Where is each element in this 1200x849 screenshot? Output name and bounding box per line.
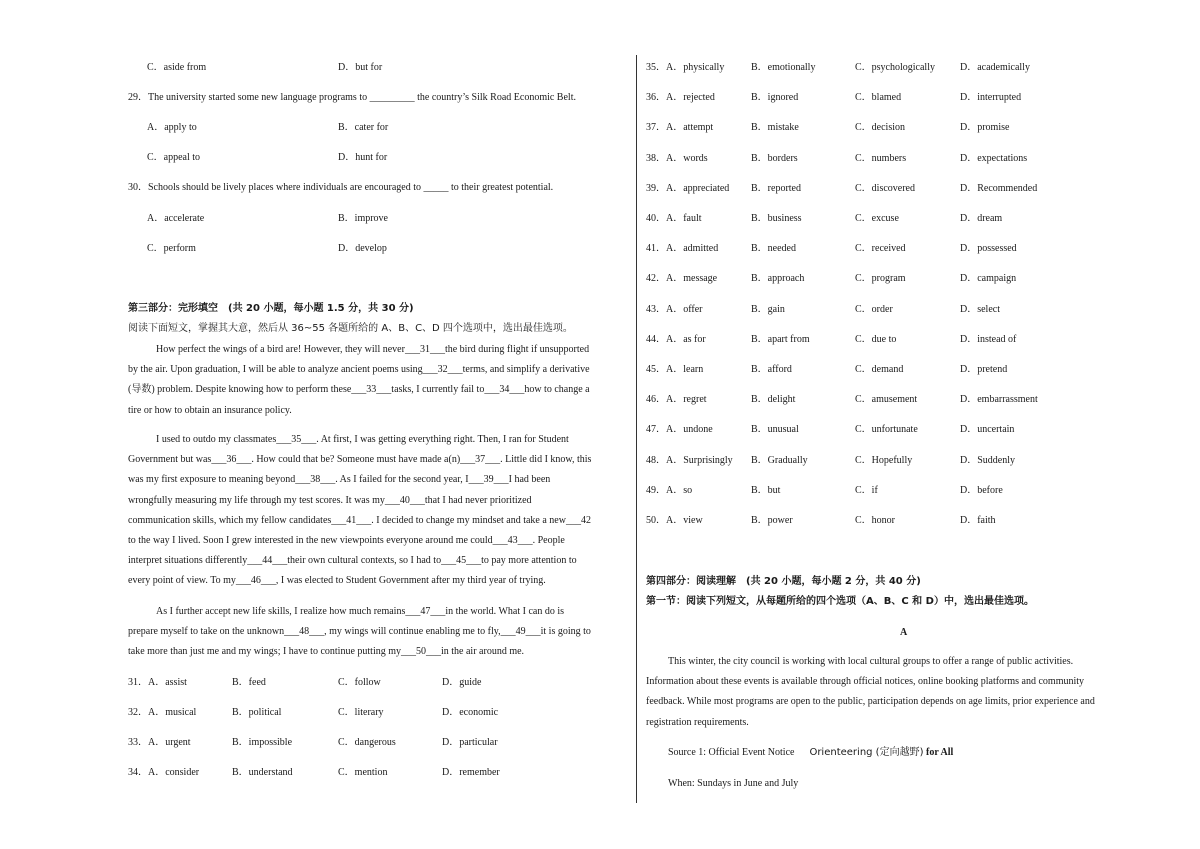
q44-option-b: B．apart from	[751, 334, 810, 345]
q37-option-b: B．mistake	[751, 122, 799, 133]
q34-option-b: B．understand	[232, 767, 293, 778]
q42-option-c: C．program	[855, 273, 906, 284]
source1-title: Orienteering (定向越野)	[809, 747, 924, 758]
q37-option-a: 37．A．attempt	[646, 122, 714, 133]
q30-option-b: B．improve	[338, 213, 388, 224]
para1-line: How perfect the wings of a bird are! However, they will never___31___the bird during flight if unsupported	[156, 344, 590, 355]
q49-option-d: D．before	[960, 485, 1003, 496]
passage-line: Information about these events is available through official notices, online booking platforms and community	[646, 676, 1085, 688]
q44-option-c: C．due to	[855, 334, 897, 345]
q36-option-d: D．interrupted	[960, 92, 1022, 103]
q46-option-c: C．amusement	[855, 394, 918, 405]
q39-option-a: 39．A．appreciated	[646, 183, 730, 194]
q37-option-d: D．promise	[960, 122, 1010, 133]
q46-option-b: B．delight	[751, 394, 796, 405]
q36-option-a: 36．A．rejected	[646, 92, 715, 103]
section3-instruction: 阅读下面短文，掌握其大意，然后从 36~55 各题所给的 A、B、C、D 四个选项中，选出最佳选项。	[128, 323, 573, 334]
para1-line: by the air. Upon graduation, I will be able to analyze ancient poems using___32___terms, and simplify a derivative	[128, 364, 590, 376]
q42-option-d: D．campaign	[960, 273, 1017, 284]
q32-option-d: D．economic	[442, 707, 499, 718]
q35-option-b: B．emotionally	[751, 62, 816, 73]
q48-option-b: B．Gradually	[751, 455, 808, 466]
q39-option-d: D．Recommended	[960, 183, 1038, 194]
para2-line: every point of view. To my___46___, I was elected to Student Government after my third year of trying.	[128, 575, 546, 587]
q39-option-c: C．discovered	[855, 183, 915, 194]
passage-line: feedback. While most programs are open to the public, participation depends on age limits, prior experience and	[646, 696, 1095, 708]
q32-option-a: 32．A．musical	[128, 707, 197, 718]
para2-line: I used to outdo my classmates___35___. At first, I was getting everything right. Then, I ran for Student	[156, 434, 569, 445]
q47-option-d: D．uncertain	[960, 424, 1015, 435]
q36-option-c: C．blamed	[855, 92, 902, 103]
q30-option-a: A．accelerate	[147, 213, 205, 224]
q46-option-d: D．embarrassment	[960, 394, 1038, 405]
q44-option-d: D．instead of	[960, 334, 1017, 345]
q33-option-a: 33．A．urgent	[128, 737, 191, 748]
q43-option-a: 43．A．offer	[646, 304, 703, 315]
q49-option-b: B．but	[751, 485, 781, 496]
para2-line: interpret situations differently___44___their own cultural contexts, so I had to___45___to pay more attention to	[128, 555, 577, 567]
q47-option-a: 47．A．undone	[646, 424, 713, 435]
q36-option-b: B．ignored	[751, 92, 799, 103]
source1-line	[668, 747, 953, 759]
q31-option-d: D．guide	[442, 677, 482, 688]
q39-option-b: B．reported	[751, 183, 801, 194]
column-divider	[636, 55, 637, 803]
para3-line: take more than just me and my wings; I have to continue putting my___50___in the air around me.	[128, 646, 525, 658]
q38-option-c: C．numbers	[855, 153, 907, 164]
para2-line: wrongfully measuring my life through my test scores. It was my___40___that I had never prioritized	[128, 494, 532, 506]
q29-option-d: D．hunt for	[338, 152, 388, 163]
q38-option-a: 38．A．words	[646, 153, 708, 164]
q31-option-a: 31．A．assist	[128, 677, 187, 688]
q30-option-d: D．develop	[338, 243, 387, 254]
para3-line: prepare myself to take on the unknown___48___, my wings will continue enabling me to fly,___49___it is going to	[128, 626, 591, 638]
q34-option-d: D．remember	[442, 767, 500, 778]
q35-option-d: D．academically	[960, 62, 1030, 73]
q32-option-b: B．political	[232, 707, 282, 718]
cloze-paragraph-3	[128, 602, 624, 663]
q34-option-a: 34．A．consider	[128, 767, 200, 778]
passage-line: This winter, the city council is working with local cultural groups to offer a range of public activities.	[668, 656, 1074, 667]
q35-option-a: 35．A．physically	[646, 62, 725, 73]
q45-option-c: C．demand	[855, 364, 904, 375]
para2-line: was my first exposure to meaning beyond___38___. As I failed for the second year, I___39___I had been	[128, 474, 551, 486]
para2-line: communication skills, which my fellow candidates___41___. I decided to change my mindset and take a new___42	[128, 514, 591, 526]
q29-option-c: C．appeal to	[147, 152, 201, 163]
q50-option-d: D．faith	[960, 515, 996, 526]
event-when: When: Sundays in June and July	[668, 778, 799, 789]
q49-option-c: C．if	[855, 485, 878, 496]
q40-option-a: 40．A．fault	[646, 213, 702, 224]
q33-option-d: D．particular	[442, 737, 498, 748]
q37-option-c: C．decision	[855, 122, 905, 133]
q29-option-a: A．apply to	[147, 122, 197, 133]
q30-stem: 30．Schools should be lively places where individuals are encouraged to _____ to their greatest potential.	[128, 182, 554, 193]
q45-option-d: D．pretend	[960, 364, 1008, 375]
q31-option-c: C．follow	[338, 677, 381, 688]
para2-line: Government but was___36___. How could that be? Someone must have made a(n)___37___. Little did I know, this	[128, 454, 592, 466]
q34-option-c: C．mention	[338, 767, 388, 778]
q46-option-a: 46．A．regret	[646, 394, 707, 405]
passage-a	[646, 652, 1126, 733]
q43-option-d: D．select	[960, 304, 1000, 315]
q41-option-a: 41．A．admitted	[646, 243, 719, 254]
section4-heading: 第四部分：阅读理解 (共 20 小题，每小题 2 分，共 40 分)	[646, 576, 921, 587]
q48-option-c: C．Hopefully	[855, 455, 913, 466]
passage-label: A	[900, 627, 908, 638]
q40-option-d: D．dream	[960, 213, 1003, 224]
source1-title-bold: for All	[926, 747, 954, 758]
q33-option-b: B．impossible	[232, 737, 293, 748]
q43-option-b: B．gain	[751, 304, 785, 315]
source1-prefix: Source 1: Official Event Notice	[668, 747, 795, 758]
q28-option-d: D．but for	[338, 62, 383, 73]
para3-line: As I further accept new life skills, I realize how much remains___47___in the world. What I can do is	[156, 606, 565, 617]
q45-option-a: 45．A．learn	[646, 364, 704, 375]
q38-option-d: D．expectations	[960, 153, 1028, 164]
section4-subheading: 第一节：阅读下列短文，从每题所给的四个选项（A、B、C 和 D）中，选出最佳选项。	[646, 596, 1034, 607]
q41-option-b: B．needed	[751, 243, 796, 254]
q29-stem: 29．The university started some new language programs to _________ the country’s Silk Road Economic Belt.	[128, 92, 576, 103]
para2-line: to the way I lived. Soon I grew interested in the new viewpoints everyone around me could___43___. People	[128, 534, 565, 546]
q50-option-a: 50．A．view	[646, 515, 703, 526]
q40-option-c: C．excuse	[855, 213, 899, 224]
q40-option-b: B．business	[751, 213, 802, 224]
q28-option-c: C．aside from	[147, 62, 207, 73]
cloze-paragraph-1	[128, 340, 624, 421]
q41-option-d: D．possessed	[960, 243, 1017, 254]
q35-option-c: C．psychologically	[855, 62, 935, 73]
q42-option-b: B．approach	[751, 273, 805, 284]
q49-option-a: 49．A．so	[646, 485, 693, 496]
section3-heading: 第三部分：完形填空 (共 20 小题，每小题 1.5 分，共 30 分)	[128, 303, 414, 314]
q50-option-c: C．honor	[855, 515, 895, 526]
q45-option-b: B．afford	[751, 364, 792, 375]
q29-option-b: B．cater for	[338, 122, 389, 133]
q47-option-b: B．unusual	[751, 424, 799, 435]
q30-option-c: C．perform	[147, 243, 196, 254]
q48-option-d: D．Suddenly	[960, 455, 1015, 466]
q44-option-a: 44．A．as for	[646, 334, 706, 345]
passage-line: registration requirements.	[646, 716, 749, 728]
q47-option-c: C．unfortunate	[855, 424, 918, 435]
q31-option-b: B．feed	[232, 677, 266, 688]
q32-option-c: C．literary	[338, 707, 384, 718]
q38-option-b: B．borders	[751, 153, 798, 164]
cloze-paragraph-2	[128, 430, 624, 592]
q33-option-c: C．dangerous	[338, 737, 396, 748]
q42-option-a: 42．A．message	[646, 273, 718, 284]
q48-option-a: 48．A．Surprisingly	[646, 455, 733, 466]
q50-option-b: B．power	[751, 515, 793, 526]
para1-line: tire or how to obtain an insurance policy.	[128, 404, 292, 416]
q41-option-c: C．received	[855, 243, 906, 254]
q43-option-c: C．order	[855, 304, 893, 315]
para1-line: (导数) problem. Despite knowing how to perform these___33___tasks, I currently fail to___34___how to change a	[128, 384, 590, 396]
